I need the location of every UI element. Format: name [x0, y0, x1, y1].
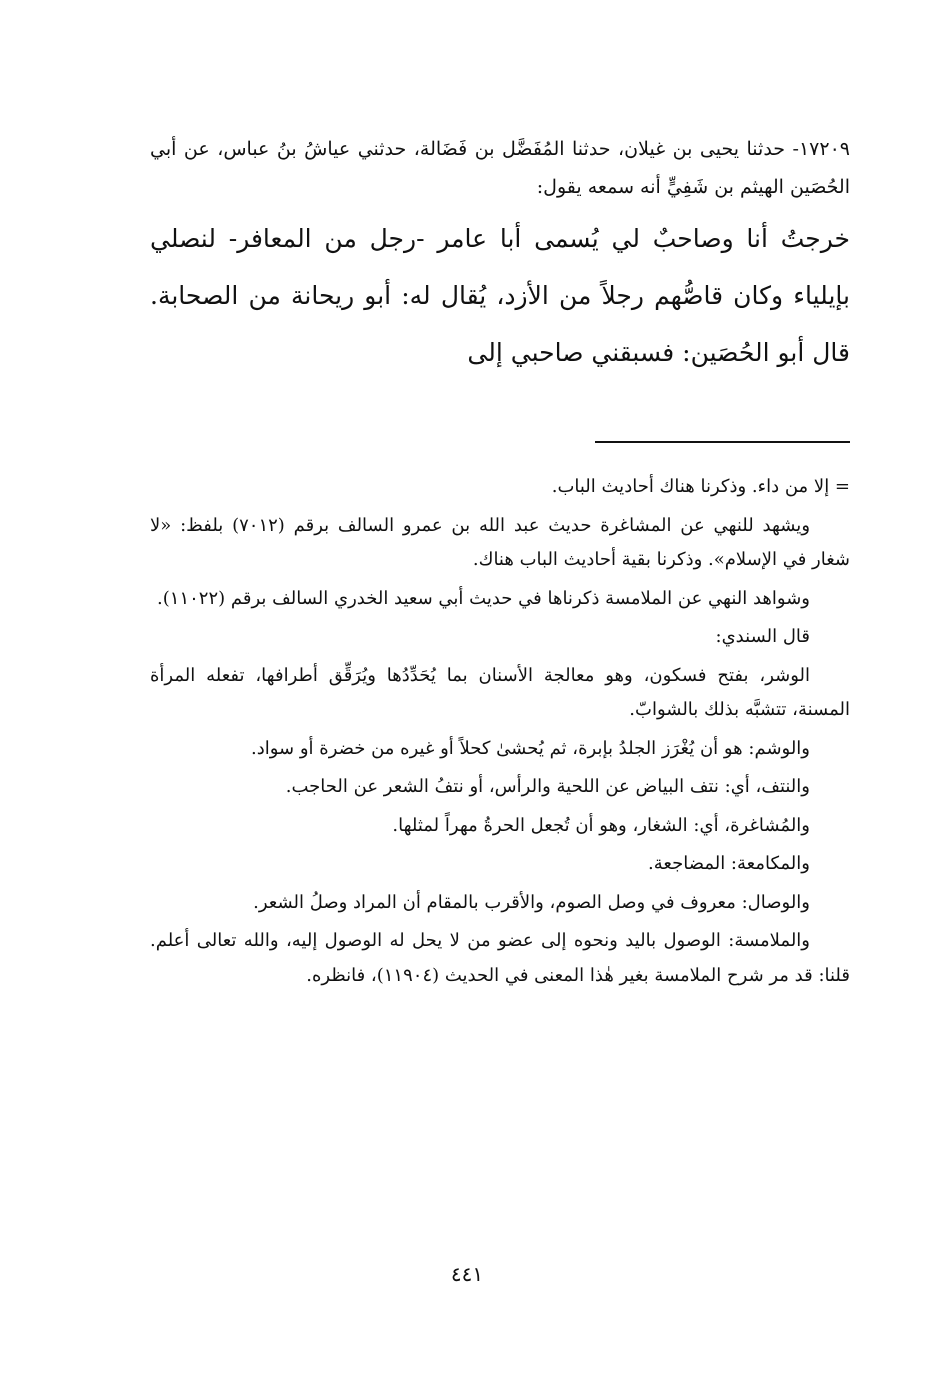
hadith-text — [150, 130, 850, 381]
footnote-paragraph: والمكامعة: المضاجعة. — [648, 853, 810, 874]
footnote-paragraph: والنتف، أي: نتف البياض عن اللحية والرأس، أو نتفُ الشعر عن الحاجب. — [285, 776, 810, 797]
footnote-paragraph: والمُشاغرة، أي: الشغار، وهو أن تُجعل الحرةُ مهراً لمثلها. — [392, 814, 810, 836]
footnote-paragraph: والملامسة: الوصول باليد ونحوه إلى عضو من لا يحل له الوصول إليه، والله تعالى أعلم. قلنا: قد مر شرح الملامسة بغير هٰذا المعنى في الحديث (١١٩٠٤)، فانظره. — [150, 930, 850, 986]
footnotes — [150, 470, 850, 997]
footnote-paragraph: وشواهد النهي عن الملامسة ذكرناها في حديث أبي سعيد الخدري السالف برقم (١١٠٢٢). — [157, 587, 810, 609]
footnote-divider — [595, 441, 850, 443]
hadith-isnad: ١٧٢٠٩- حدثنا يحيى بن غيلان، حدثنا المُفَضَّل بن فَضَالة، حدثني عياشُ بنُ عباس، عن أبي الحُصَين الهيثم بن شَفِيٍّ أنه سمعه يقول: — [150, 138, 850, 198]
footnote-paragraph: والوصال: معروف في وصل الصوم، والأقرب بالمقام أن المراد وصلُ الشعر. — [253, 891, 810, 913]
footnote-paragraph: والوشم: هو أن يُغْرَز الجلدُ بإبرة، ثم يُحشىٰ كحلاً أو غيره من خضرة أو سواد. — [251, 737, 810, 759]
hadith-matn: خرجتُ أنا وصاحبٌ لي يُسمى أبا عامر -رجل من المعافر- لنصلي بإيلياء وكان قاصُّهم رجلاً من الأزد، يُقال له: أبو ريحانة من الصحابة. قال أبو الحُصَين: فسبقني صاحبي إلى — [150, 224, 850, 367]
footnote-paragraph: ويشهد للنهي عن المشاغرة حديث عبد الله بن عمرو السالف برقم (٧٠١٢) بلفظ: «لا شغار في الإسلام». وذكرنا بقية أحاديث الباب هناك. — [150, 514, 850, 570]
page-number: ٤٤١ — [450, 1262, 484, 1286]
footnote-continuation: = إلا من داء. وذكرنا هناك أحاديث الباب. — [551, 476, 850, 497]
document-page — [150, 0, 850, 1375]
footnote-paragraph: قال السندي: — [715, 626, 810, 647]
footnote-paragraph: الوشر، بفتح فسكون، وهو معالجة الأسنان بما يُحَدِّدُها ويُرَقِّق أطرافها، تفعله المرأة المسنة، تتشبَّه بذلك بالشوابّ. — [150, 664, 850, 720]
